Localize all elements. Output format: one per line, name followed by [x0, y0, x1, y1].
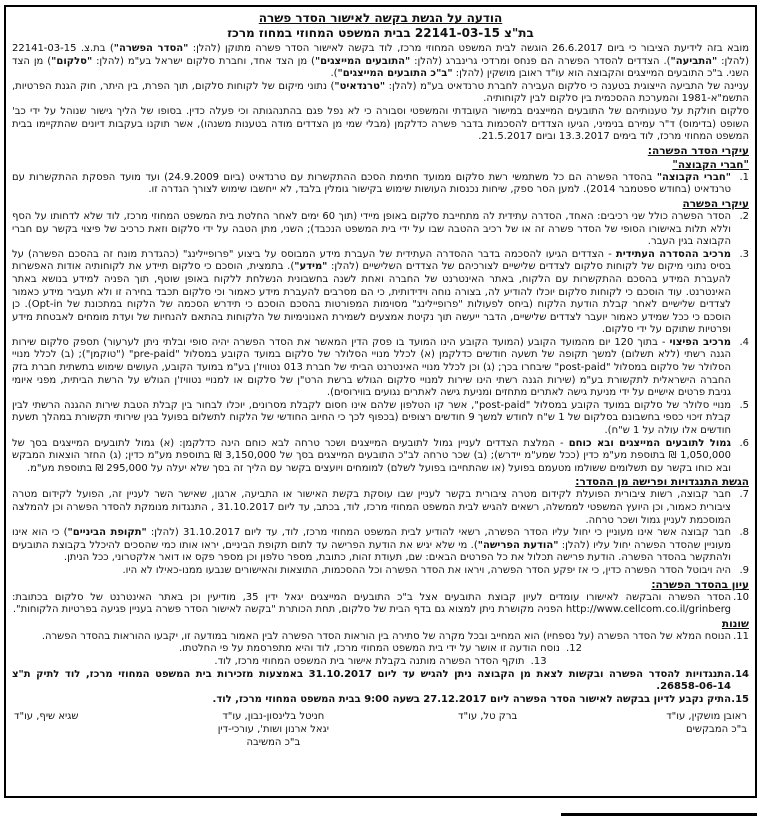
sig-firm: יגאל ארנון ושות', עורכי-דין	[217, 724, 329, 736]
heading-group-members: "חברי הקבוצה"	[672, 158, 749, 171]
heading-misc: שונות	[721, 617, 749, 630]
item-text: התנגדויות להסדר הפשרה ובקשות לצאת מן הקבוצה ניתן להגיש עד ליום 31.10.2017 באמצעות מזכירות בית המשפט המחוזי מרכז, לוד לתיק ת"צ 26858-06-14.	[12, 668, 731, 693]
sig-barak-tal	[443, 710, 533, 749]
item-number: 13.	[530, 655, 547, 667]
intro-paragraph-2: עניינה של התביעה הייצוגית בטענה כי סלקום העבירה לחברת טרנדאיט בע"מ (להלן: "טרנדאיט") נתוני מיקום של לקוחות סלקום, תוך הפרת, בין היתר, חוק הגנת הפרטיות, התשמ"א-1981 והמערכת ההסכמית בין סלקום לבין לקוחותיה.	[12, 80, 749, 105]
list-item-7	[12, 489, 749, 527]
list-item-9	[12, 565, 749, 578]
item-number: 12.	[566, 643, 582, 655]
item-number: 9.	[739, 564, 749, 576]
item-text: "חברי הקבוצה" בהסדר הפשרה הם כל משתמשי רשת סלקום ממועד חתימת הסכם ההתקשרות עם טרנדאיט (ביום 24.9.2009) ועד מועד הפסקת ההתקשרות עם טרנדאיט (בחודש ספטמבר 2014). למען הסר ספק, שיחות נכנסות העושות שימוש בקישור גומלין בלבד, לא ייחשבו שימוש לצורך הגדרה זו.	[12, 171, 732, 196]
list-item-12	[12, 643, 749, 656]
sig-name: שגיא שיף, עו"ד	[14, 711, 79, 723]
item-text: חבר קבוצה, רשות ציבורית הפועלת לקידום מטרה ציבורית בקשר לעניין שבו עוסקת בקשת האישור או התביעה, ארגון, שאישר השר לעניין זה, הפועל לקידום מטרה ציבורית כאמור, וכן היועץ המשפטי לממשלה, רשאים להגיש לבית המשפט המחוזי מרכז, לוד, בכתב, עד ליום 31.10.2017 , התנגדות מנומקת להסדר הפשרה וכן להמלצה המוסכמת לעניין גמול ושכר טרחה.	[12, 489, 731, 526]
notice-title: הודעה על הגשת בקשה לאישור הסדר פשרה	[258, 11, 503, 25]
item-text: תוקף הסדר הפשרה מותנה בקבלת אישור בית המשפט המחוזי מרכז, לוד.	[214, 655, 525, 667]
list-item-11	[12, 631, 749, 644]
item-text: התיק נקבע לדיון בבקשה לאישור הסדר הפשרה ליום 27.12.2017 בשעה 9:00 בבית המשפט המחוזי מרכז, לוד.	[212, 693, 731, 705]
bottom-rule	[561, 813, 757, 816]
item-text: מרכיב הפיצוי - בתוך 120 יום מהמועד הקובע (המועד הקובע הינו המועד בו פסק הדין המאשר את הסדר הפשרה יהיה סופי ובלתי ניתן לערעור) תספק סלקום שירות הגנה רשתי (ללא תשלום) למשך תקופה של תשעה חודשים כדלקמן (א) לכלל מנויי הסלולר של סלקום במועד הקובע במסלול "pre-paid" ("טוקמן"); (ב) לכלל מנויי הסלולר של סלקום במסלול "post-paid" שיבחרו בכך; (ג) וכן לכלל מנויי האינטרנט הביתי של חברת 013 נטוויז'ן בע"מ במועד הקובע, העושים שימוש בתשתית חברת בזק החברה הישראלית לתקשורת בע"מ (שירות הגנה רשתי הינו שירות למנויי סלקום הגולש ברשת הרט"ן של סלקום או למנויי נטוויז'ן הגולש על הרשת הביתית, מפני איומי גניבת פרטים אישיים על ידי מניעת גישה לאתרים מתחזים ומניעת גישה לאתרים נגועים בווירוסים).	[12, 336, 732, 399]
item-text: מנויי סלולר של סלקום במועד הקובע במסלול "post-paid", אשר קו הטלפון שלהם אינו חסום לקבלת מסרונים, יוכלו לבחור בין קבלת הטבת שירות ההגנה הרשתי לבין קבלת זיכוי כספי בחשבונם בסלקום של 1 ש"ח לחודש למשך 9 חודשים רצופים (בכפוף לכך כי החיוב החודשי של הלקוח לתשלום בפועל בגין שירותי תקשורת במהלך תשעת חודשים אלו עולה על 1 ש"ח).	[12, 399, 731, 437]
sig-name: ראובן מושקין, עו"ד	[666, 711, 747, 723]
list-item-8	[12, 527, 749, 565]
item-text: היה ויבוטל הסדר הפשרה כדין, כי אז יפקע הסדר הפשרה, ויראו את הסדר הפשרה וכל ההסכמות, התוצאות והאישורים שנבעו ממנו-כאילו לא היו.	[122, 564, 731, 576]
signature-row	[12, 710, 749, 749]
list-item-5	[12, 400, 749, 438]
item-number: 11.	[733, 630, 749, 642]
sig-defendant-counsel	[198, 710, 348, 749]
item-number: 4.	[739, 336, 749, 348]
heading-review: עיון בהסדר הפשרה:	[651, 578, 749, 591]
item-number: 3.	[739, 248, 749, 260]
sig-plaintiffs-counsel	[627, 710, 747, 749]
item-number: 14.	[731, 668, 749, 680]
item-text: הסדר הפשרה כולל שני רכיבים: האחד, הסדרה עתידית לה מתחייבת סלקום באופן מיידי (תוך 60 ימים לאחר החלטת בית המשפט המחוזי מרכז, לוד שלא לדחותו על הסף וללא תלות באישורו הסופי של הסדר פשרה זה או של רכיב ההטבה שבו על ידי בית המשפט הנכבד); השני, מתן הטבה על ידי סלקום וזאת כרכיב של פיצוי בקשר עם חברי הקבוצה בגין העבר.	[12, 210, 731, 248]
sig-role: ב"כ המשיבה	[246, 737, 301, 749]
heading-settlement-essence: עיקרי הפשרה	[682, 197, 749, 210]
item-text: הנוסח המלא של הסדר הפשרה (על נספחיו) הוא המחייב ובכל מקרה של סתירה בין הוראות הסדר הפשרה לבין האמור במודעה זו, יקבעו ההוראות בהסדר הפשרה.	[41, 630, 731, 642]
intro-paragraph-1: מובא בזה לידיעת הציבור כי ביום 26.6.2017 הוגשה לבית המשפט המחוזי מרכז, לוד בקשה לאישור הסדר פשרה מתוקן (להלן: "הסדר הפשרה") בת.צ. 22141-03-15 (להלן: "התביעה"). הצדדים להסדר הפשרה הם פנחס ומרדכי גרינברג (להלן: "התובעים המייצגים") מן הצד אחד, וחברת סלקום ישראל בע"מ (להלן: "סלקום") מן הצד השני. ב"כ התובעים המייצגים והקבוצה הוא עו"ד ראובן מושקין (להלן: "ב"כ התובעים המייצגים").	[12, 43, 750, 80]
list-item-15	[12, 694, 749, 707]
sig-name: חניטל בלינסון-נבון, עו"ד	[222, 711, 325, 723]
list-item-3	[12, 249, 749, 337]
notice-frame	[4, 5, 757, 798]
list-item-13	[12, 656, 749, 669]
sig-sagi-shif	[14, 710, 104, 749]
case-number-line: בת"צ 22141-03-15 בבית המשפט המחוזי במחוז מרכז	[227, 26, 534, 40]
item-text: חבר קבוצה אשר אינו מעוניין כי יחול עליו הסדר הפשרה, רשאי להודיע לבית המשפט המחוזי מרכז, לוד, עד ליום 31.10.2017 (להלן: "תקופת הביניים") כי הוא אינו מעוניין שהסדר הפשרה יחול עליו (להלן: "הודעת הפרישה"). מי שלא יגיש את הודעת הפרישה עד לתום תקופת הביניים, יראו אותו כמי שהסכים להיכלל בקבוצת התובעים ולהתקשר בהסדר הפשרה. הודעת פרישה תכלול את כל הפרטים הבאים: שם, תעודת זהות, כתובת, מספר טלפון וכן מספר פקס או דואר אלקטרוני, ככל הניתן.	[12, 527, 731, 564]
sig-name: ברק טל, עו"ד	[458, 711, 518, 723]
list-item-14	[12, 669, 749, 694]
item-number: 1.	[739, 171, 749, 183]
list-item-10	[12, 592, 749, 617]
intro-paragraph-3: סלקום חולקת על טענותיהם של התובעים המייצגים במישור העובדתי והמשפטי וסבורה כי לא נפל פגם בהתנהגותה וכי פעלה כדין. בסופו של הליך גישור שנוהל על ידי כב' השופט (בדימוס) ד"ר עמירם בנימיני, הגיעו הצדדים להסכמות בדבר פשרה כדלקמן (מבלי שמי מן הצדדים מודה בטענות משנהו), אשר תוקנו בעקבות דיונים שהתקיימו בבית המשפט המחוזי מרכז, לוד בימים 13.3.2017 וביום 21.5.2017.	[12, 105, 749, 143]
heading-settlement-main: עיקרי הסדר הפשרה:	[647, 144, 749, 157]
item-text: הסדר הפשרה והבקשה לאישורו עומדים לעיון קבוצת התובעים אצל ב"כ התובעים המייצגים יגאל ידין 35, מודיעין וכן באתר האינטרנט של סלקום בכתובת: http://www.cellcom.co.il/grinberg הפניה מקושרת ניתן למצוא גם בדף הבית של סלקום, תחת הכותרת "בקשה לאישור הסדר פשרה בעניין פגיעה בפרטיות הלקוחות".	[12, 591, 731, 616]
list-item-1	[12, 172, 749, 197]
item-text: נוסח הודעה זו אושר על ידי בית המשפט המחוזי מרכז, לוד והיא מתפרסמת על פי החלטתו.	[179, 643, 560, 655]
item-number: 10.	[733, 591, 749, 603]
heading-objections: הגשת התנגדויות ופרישה מן ההסדר:	[575, 476, 749, 489]
item-number: 15.	[731, 693, 749, 705]
item-text: גמול לתובעים המייצגים ובא כוחם - המלצת הצדדים לעניין גמול לתובעים המייצגים ושכר טרחה לבא כוחם הינה כדלקמן: (א) גמול לתובעים המייצגים בסך של 1,050,000 ₪ בתוספת מע"מ כדין (ככל שמע"מ יידרש); (ב) שכר טרחה לב"כ התובעים המייצגים בסך של 3,150,000 ₪ בתוספת מע"מ כדין; (ג) החזר הוצאות המבקש ובא כוחו בקשר עם תשלומים ששולמו מטעמם בפועל (או שהתחייבו בפועל לשלם) למומחים ויועצים בקשר עם הליך זה בסך שלא יעלה על 295,000 ₪ בתוספת מע"מ.	[12, 437, 732, 474]
item-text: מרכיב ההסדרה העתידית - הצדדים הגיעו להסכמה בדבר ההסדרה העתידית של העברת מידע המבוסס על ביצוע "פרופיילינג" (כהגדרת מונח זה בהסכם הפשרה) על בסיס נתוני מיקום של לקוחות סלקום לצדדים שלישיים לצורכיהם של הצדדים השלישיים (להלן: "מידע"). בתמצית, הוסכם כי סלקום תיידע את לקוחותיה אודות האפשרות להעברת המידע בהסכם ההתקשרות עם הלקוח, באתר האינטרנט של החברה ואחת לשנה בחשבונית הנשלחת ללקוח באופן שוטף, תוך הפניה למידע בנושא באתר האינטרנט. עוד הוסכם כי לקוחות סלקום יוכלו להודיע לה, בצורה נוחה וידידותית, כי הם מסרבים להעברת מידע כאמור וכי סלקום תכבד בחירה זו ולא תעביר מידע כאמור לצדדים שלישיים לאחר קבלת הודעת הלקוח (ביחס לפעולות "פרופיילינג" מסוימות המפורטות בהסכם הוסכם כי תידרש הסכמה של הלקוח במתכונת של Opt-in). כן הוסכם כי ככל שמידע כאמור יועבר לצדדים שלישיים, הדבר ייעשה תוך נקיטת אמצעים לשמירת האנונימיות של הלקוחות בהתאם להנחיות של ועדת מומחים לאבטחת מידע ופרטיות שתוקם על ידי סלקום.	[12, 248, 732, 336]
list-item-2	[12, 211, 749, 249]
item-number: 6.	[739, 437, 749, 449]
notice-title-block	[12, 11, 749, 41]
item-number: 8.	[739, 527, 749, 539]
list-item-6	[12, 438, 749, 476]
sig-role: ב"כ המבקשים	[685, 724, 747, 736]
list-item-4	[12, 337, 749, 400]
item-number: 7.	[739, 489, 749, 501]
item-number: 2.	[739, 210, 749, 222]
item-number: 5.	[739, 399, 749, 411]
